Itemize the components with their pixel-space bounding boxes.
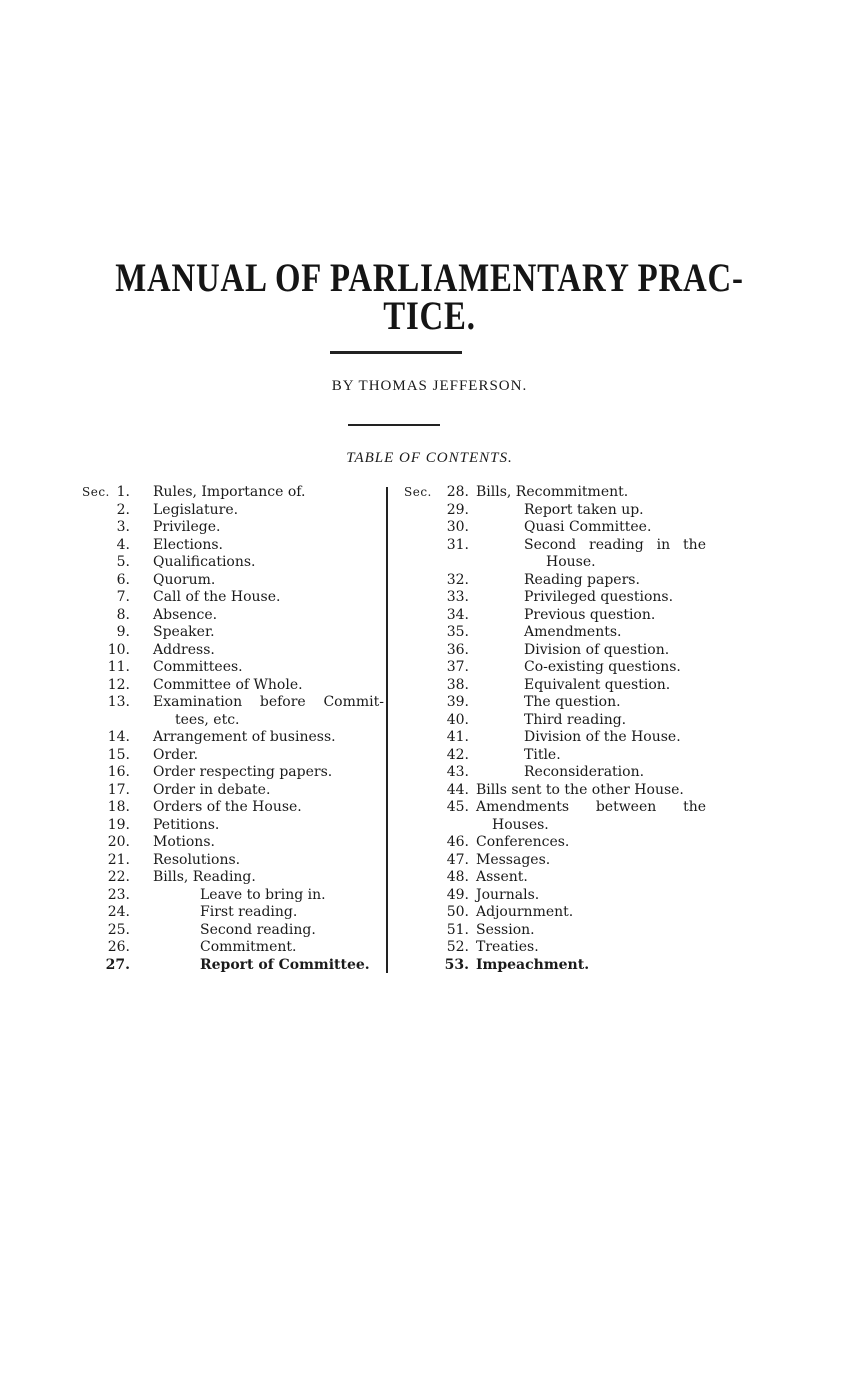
toc-entry	[404, 764, 709, 782]
toc-entry-title: Committees.	[153, 659, 243, 675]
title-line-1: MANUAL OF PARLIAMENTARY PRAC-	[115, 255, 744, 300]
toc-entry-number: 24.	[107, 904, 130, 920]
toc-entry-number: 40.	[446, 711, 469, 728]
toc-entry-number: 18.	[107, 799, 130, 815]
toc-entry-number: 33.	[446, 589, 469, 605]
toc-entry-number: 30.	[446, 519, 469, 535]
toc-entry-title: Reconsideration.	[524, 764, 645, 780]
toc-entry	[404, 624, 709, 642]
toc-entry	[404, 869, 709, 887]
toc-entry-title: Motions.	[153, 834, 215, 850]
toc-entry-number: 52.	[446, 939, 469, 955]
toc-entry-title: Report taken up.	[524, 501, 644, 518]
toc-entry-number: 11.	[107, 659, 130, 675]
toc-entry-title: Leave to bring in.	[200, 886, 326, 903]
toc-entry-number: 41.	[446, 729, 469, 745]
toc-entry-number: 22.	[107, 869, 130, 885]
toc-entry	[82, 694, 384, 712]
title-rule	[330, 351, 462, 354]
toc-entry-title: Amendments.	[524, 624, 622, 640]
toc-entry	[82, 834, 384, 852]
toc-entry	[404, 782, 709, 800]
toc-entry	[404, 659, 709, 677]
toc-entry-title-cont: tees, etc.	[175, 711, 240, 728]
toc-entry-continuation	[82, 712, 384, 730]
toc-entry-number: 8.	[116, 606, 130, 623]
toc-entry-title: Rules, Importance of.	[153, 484, 306, 500]
toc-entry-number: 7.	[116, 589, 130, 605]
toc-entry-number: 13.	[107, 694, 130, 710]
toc-word: Commit-	[323, 694, 384, 710]
toc-entry-title: Qualifications.	[153, 554, 256, 570]
toc-entry-title: Journals.	[476, 886, 540, 903]
toc-entry-title: Impeachment.	[476, 956, 590, 973]
toc-entry	[404, 887, 709, 905]
toc-entry-title: Bills, Recommitment.	[476, 484, 629, 500]
toc-entry-title: Order.	[153, 746, 199, 763]
toc-entry-number: 51.	[446, 921, 469, 938]
toc-entry	[404, 904, 709, 922]
toc-entry-number: 43.	[446, 764, 469, 780]
toc-entry-number: 53.	[444, 956, 469, 973]
toc-entry-title: Quasi Committee.	[524, 519, 652, 535]
toc-entry-number: 28.	[446, 484, 469, 500]
toc-entry	[404, 642, 709, 660]
toc-entry-number: 26.	[107, 939, 130, 955]
toc-entry-number: 3.	[116, 519, 130, 535]
toc-entry-number: 15.	[107, 746, 130, 763]
byline: BY THOMAS JEFFERSON.	[331, 378, 528, 394]
toc-entry	[82, 852, 384, 870]
toc-entry-title: Order respecting papers.	[153, 764, 333, 780]
toc-entry-number: 9.	[116, 624, 130, 640]
toc-entry-title: Adjournment.	[476, 904, 574, 920]
toc-entry-title: Second reading.	[200, 921, 316, 938]
toc-entry-title: Call of the House.	[153, 589, 281, 605]
toc-entry-title: Title.	[524, 746, 561, 763]
toc-entry	[404, 519, 709, 537]
toc-entry-title: Committee of Whole.	[153, 676, 303, 693]
toc-entry	[404, 922, 709, 940]
toc-entry-number: 12.	[107, 676, 130, 693]
toc-entry	[404, 747, 709, 765]
toc-entry-title: Division of the House.	[524, 729, 681, 745]
toc-entry-number: 2.	[116, 501, 130, 518]
toc-entry	[82, 922, 384, 940]
toc-entry	[82, 519, 384, 537]
toc-entry	[404, 712, 709, 730]
toc-entry	[82, 904, 384, 922]
toc-entry-title: The question.	[524, 694, 621, 710]
toc-entry	[404, 852, 709, 870]
toc-entry	[404, 572, 709, 590]
toc-entry	[404, 537, 709, 555]
toc-entry	[404, 502, 709, 520]
toc-entry	[404, 939, 709, 957]
column-divider	[386, 487, 388, 973]
toc-entry-title: Previous question.	[524, 606, 656, 623]
toc-entry-title: Orders of the House.	[153, 799, 302, 815]
toc-entry-title: Absence.	[153, 606, 218, 623]
toc-entry-number: 21.	[107, 851, 130, 868]
toc-entry	[82, 572, 384, 590]
byline-rule	[348, 424, 440, 426]
toc-entry	[82, 607, 384, 625]
toc-entry-title: Treaties.	[476, 939, 539, 955]
toc-entry-title: Conferences.	[476, 834, 570, 850]
toc-entry-title: Address.	[153, 641, 215, 658]
toc-entry	[404, 607, 709, 625]
toc-entry	[404, 957, 709, 975]
toc-word: the	[683, 799, 706, 815]
toc-entry	[82, 747, 384, 765]
toc-entry	[82, 659, 384, 677]
toc-entry-title: Bills, Reading.	[153, 869, 256, 885]
sec-label: Sec.	[82, 485, 110, 499]
toc-entry	[404, 589, 709, 607]
toc-entry-title: Commitment.	[200, 939, 297, 955]
toc-entry-title: Bills sent to the other House.	[476, 781, 684, 798]
toc-entry	[404, 694, 709, 712]
toc-entry-title: First reading.	[200, 904, 298, 920]
toc-entry-number: 17.	[107, 781, 130, 798]
toc-entry	[82, 782, 384, 800]
toc-entry	[82, 957, 384, 975]
title-line-2: TICE.	[383, 293, 476, 338]
toc-entry-title: Messages.	[476, 851, 551, 868]
toc-entry	[404, 729, 709, 747]
toc-entry	[404, 484, 709, 502]
toc-entry	[404, 677, 709, 695]
sec-label: Sec.	[404, 485, 432, 499]
toc-entry-title: Privileged questions.	[524, 589, 674, 605]
toc-entry-number: 39.	[446, 694, 469, 710]
toc-entry	[82, 589, 384, 607]
toc-entry-continuation	[404, 554, 709, 572]
toc-entry-number: 19.	[107, 816, 130, 833]
toc-entry-number: 1.	[116, 484, 130, 500]
toc-entry-number: 14.	[107, 729, 130, 745]
toc-entry	[82, 764, 384, 782]
toc-word: reading	[589, 536, 644, 553]
toc-word: Amendments	[476, 799, 570, 815]
toc-word: before	[259, 694, 306, 710]
toc-entry	[82, 869, 384, 887]
toc-entry	[404, 799, 709, 817]
toc-entry-number: 49.	[446, 886, 469, 903]
toc-entry-title-cont: House.	[546, 554, 596, 570]
toc-word: in	[656, 536, 671, 553]
toc-entry-number: 31.	[446, 536, 469, 553]
toc-entry-number: 20.	[107, 834, 130, 850]
toc-word: Examination	[153, 694, 243, 710]
toc-word: between	[595, 799, 657, 815]
toc-entry	[404, 834, 709, 852]
toc-entry-number: 23.	[107, 886, 130, 903]
toc-entry-title: Report of Committee.	[200, 956, 370, 973]
toc-entry	[82, 817, 384, 835]
toc-entry-title: Order in debate.	[153, 781, 271, 798]
toc-entry	[82, 799, 384, 817]
toc-entry-number: 25.	[107, 921, 130, 938]
toc-entry-title: Resolutions.	[153, 851, 241, 868]
toc-entry-title: Petitions.	[153, 816, 220, 833]
toc-entry-title: Co-existing questions.	[524, 659, 681, 675]
toc-entry-number: 44.	[446, 781, 469, 798]
toc-entry-number: 36.	[446, 641, 469, 658]
toc-entry-number: 47.	[446, 851, 469, 868]
toc-entry-number: 6.	[116, 571, 130, 588]
toc-entry-number: 29.	[446, 501, 469, 518]
toc-entry-title: Quorum.	[153, 571, 216, 588]
toc-entry-title-cont: Houses.	[492, 816, 549, 833]
toc-entry-title: Assent.	[476, 869, 528, 885]
toc-entry-number: 10.	[107, 641, 130, 658]
toc-entry	[82, 677, 384, 695]
toc-entry	[82, 554, 384, 572]
toc-entry-number: 42.	[446, 746, 469, 763]
toc-entry-title: Privilege.	[153, 519, 221, 535]
toc-entry-number: 32.	[446, 571, 469, 588]
toc-entry-number: 48.	[446, 869, 469, 885]
toc-entry-number: 35.	[446, 624, 469, 640]
toc-entry	[82, 624, 384, 642]
toc-entry-number: 38.	[446, 676, 469, 693]
toc-entry	[82, 729, 384, 747]
toc-entry-title	[476, 799, 706, 817]
toc-entry-title: Equivalent question.	[524, 676, 671, 693]
toc-entry-title: Elections.	[153, 536, 224, 553]
toc-entry-title	[524, 537, 706, 555]
toc-column-left	[82, 484, 384, 974]
toc-word: Second	[524, 536, 577, 553]
toc-entry	[82, 887, 384, 905]
toc-entry-title: Legislature.	[153, 501, 239, 518]
toc-entry-number: 4.	[116, 536, 130, 553]
toc-entry-title: Third reading.	[524, 711, 627, 728]
toc-entry-title	[153, 694, 384, 712]
toc-entry-title: Reading papers.	[524, 571, 640, 588]
toc-entry-number: 46.	[446, 834, 469, 850]
toc-heading: TABLE OF CONTENTS.	[346, 450, 513, 466]
toc-entry-number: 34.	[446, 606, 469, 623]
toc-entry	[82, 642, 384, 660]
toc-entry-number: 45.	[446, 799, 469, 815]
toc-entry-title: Speaker.	[153, 624, 215, 640]
toc-entry-number: 37.	[446, 659, 469, 675]
toc-entry	[82, 537, 384, 555]
toc-column-right	[404, 484, 709, 974]
toc-entry-number: 50.	[446, 904, 469, 920]
toc-entry	[82, 939, 384, 957]
toc-entry-number: 16.	[107, 764, 130, 780]
toc-entry	[82, 502, 384, 520]
toc-entry	[82, 484, 384, 502]
toc-entry-title: Division of question.	[524, 641, 670, 658]
toc-entry-number: 27.	[105, 956, 130, 973]
toc-word: the	[683, 536, 706, 553]
toc-entry-continuation	[404, 817, 709, 835]
toc-entry-number: 5.	[116, 554, 130, 570]
toc-entry-title: Session.	[476, 921, 535, 938]
toc-entry-title: Arrangement of business.	[153, 729, 336, 745]
